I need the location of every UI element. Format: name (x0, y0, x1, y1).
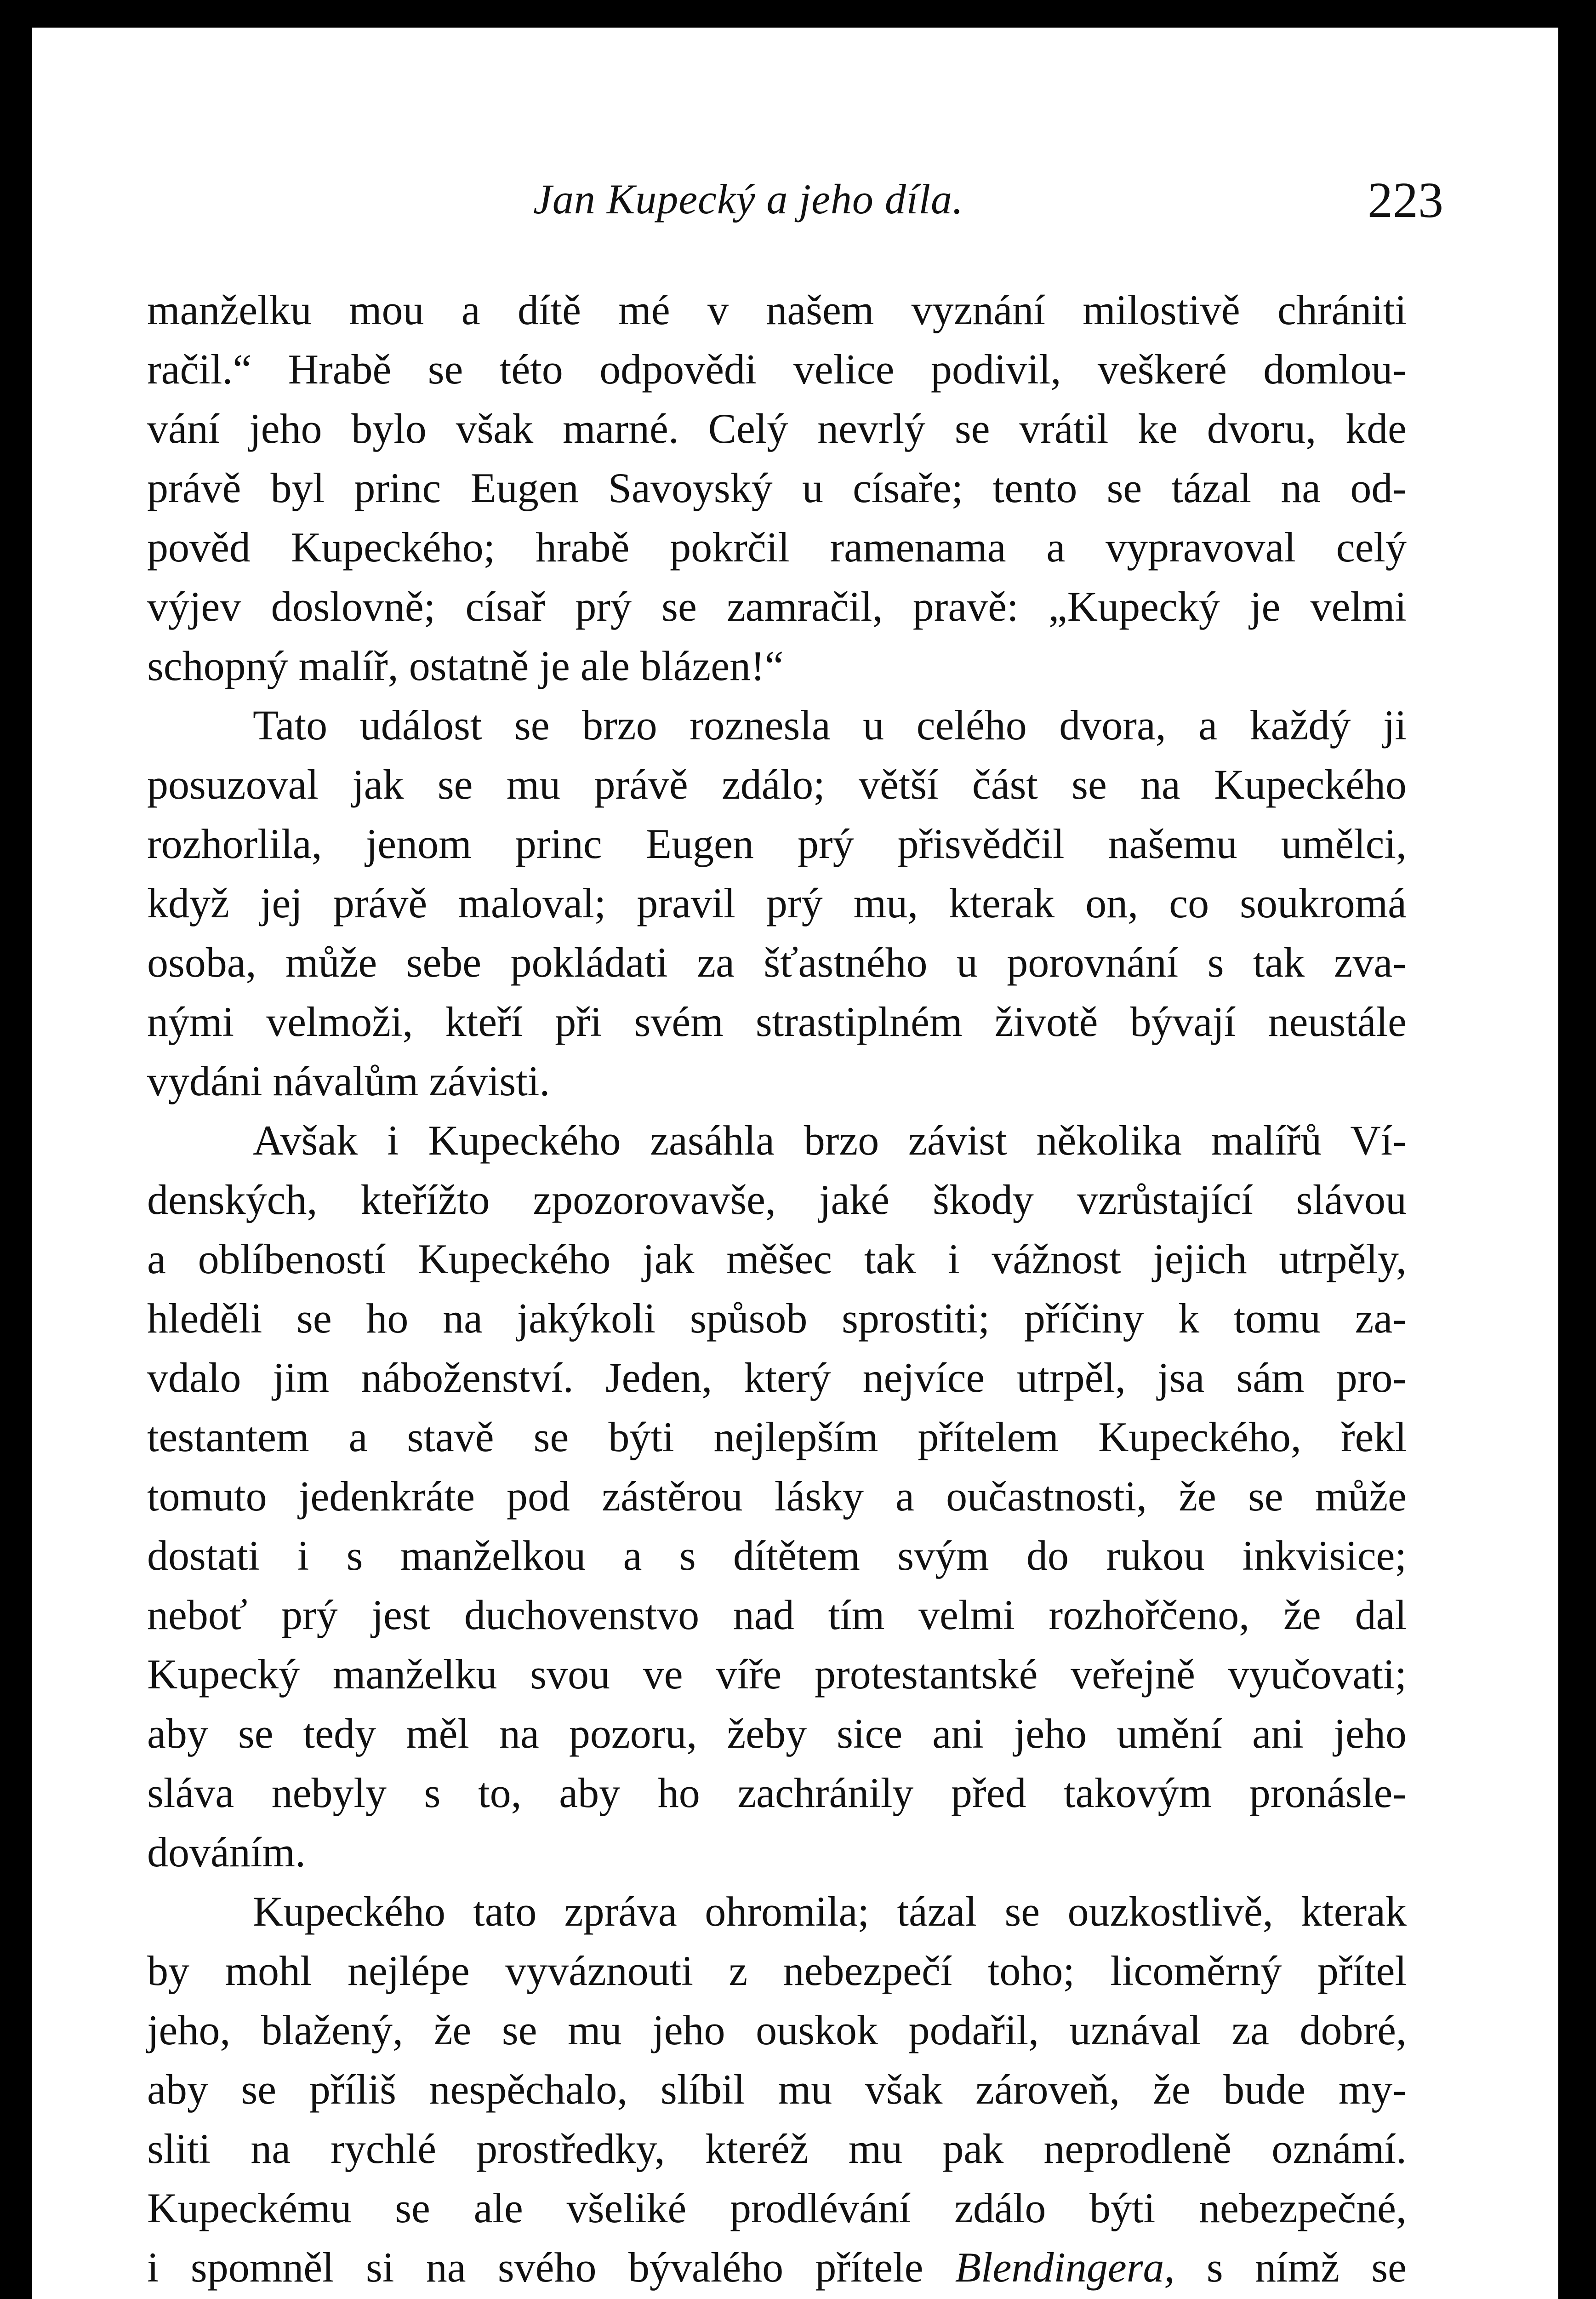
text-line: Tato událost se brzo roznesla u celého dvora, a každý ji (253, 702, 1407, 749)
text-line: pověd Kupeckého; hrabě pokrčil ramenama a vypravoval celý (147, 524, 1407, 571)
text-line: račil.“ Hrabě se této odpovědi velice podivil, veškeré domlou- (147, 346, 1407, 393)
text-line: hleděli se ho na jakýkoli spůsob sprostiti; příčiny k tomu za- (147, 1295, 1407, 1342)
text-line: výjev doslovně; císař prý se zamračil, pravě: „Kupecký je velmi (147, 583, 1407, 630)
text-line: aby se příliš nespěchalo, slíbil mu však zároveň, že bude my- (147, 2066, 1407, 2113)
text-line: schopný malíř, ostatně je ale blázen!“ (147, 642, 784, 689)
text-line: aby se tedy měl na pozoru, žeby sice ani jeho umění ani jeho (147, 1710, 1407, 1757)
text-line: vydáni návalům závisti. (147, 1058, 550, 1104)
body-text (147, 280, 1407, 2299)
page-number: 223 (1368, 172, 1443, 228)
paragraph (147, 1111, 1407, 1882)
text-line: Kupeckému se ale všeliké prodlévání zdálo býti nebezpečné, (147, 2185, 1407, 2231)
text-line (147, 2297, 1407, 2299)
text-line: osoba, může sebe pokládati za šťastného u porovnání s tak zva- (147, 939, 1407, 986)
text-line: neboť prý jest duchovenstvo nad tím velmi rozhořčeno, že dal (147, 1591, 1407, 1638)
text-line: nými velmoži, kteří při svém strastiplném životě bývají neustále (147, 998, 1407, 1045)
paragraph (147, 696, 1407, 1111)
text-line: Kupecký manželku svou ve víře protestantské veřejně vyučovati; (147, 1651, 1407, 1698)
paragraphs (147, 280, 1407, 2238)
italic-name: Blendingera, (955, 2244, 1175, 2291)
text-line (147, 2238, 1407, 2297)
text-line: denských, kteřížto zpozorovavše, jaké škody vzrůstající slávou (147, 1176, 1407, 1223)
text-line: testantem a stavě se býti nejlepším přítelem Kupeckého, řekl (147, 1413, 1407, 1460)
running-title: Jan Kupecký a jeho díla. (533, 176, 964, 223)
text-line: dostati i s manželkou a s dítětem svým do rukou inkvisice; (147, 1532, 1407, 1579)
text-line: sliti na rychlé prostředky, kteréž mu pak neprodleně oznámí. (147, 2125, 1407, 2172)
text-line: Avšak i Kupeckého zasáhla brzo závist několika malířů Ví- (253, 1117, 1407, 1164)
text-line: posuzoval jak se mu právě zdálo; větší část se na Kupeckého (147, 761, 1407, 808)
text-line: a oblíbeností Kupeckého jak měšec tak i vážnost jejich utrpěly, (147, 1235, 1407, 1282)
page-sheet (32, 28, 1558, 2299)
text-segment: s nímž se (1174, 2244, 1407, 2291)
text-line: dováním. (147, 1829, 306, 1876)
text-segment: i spomněl si na svého bývalého přítele (147, 2244, 955, 2291)
text-line: vdalo jim náboženství. Jeden, který nejvíce utrpěl, jsa sám pro- (147, 1354, 1407, 1401)
page-header (533, 166, 1443, 257)
text-line: rozhorlila, jenom princ Eugen prý přisvědčil našemu umělci, (147, 820, 1407, 867)
text-line: tomuto jedenkráte pod zástěrou lásky a oučastnosti, že se může (147, 1473, 1407, 1520)
text-line: sláva nebyly s to, aby ho zachránily před takovým pronásle- (147, 1769, 1407, 1816)
text-line: manželku mou a dítě mé v našem vyznání milostivě chrániti (147, 286, 1407, 333)
text-line: Kupeckého tato zpráva ohromila; tázal se ouzkostlivě, kterak (253, 1888, 1407, 1935)
text-line: vání jeho bylo však marné. Celý nevrlý se vrátil ke dvoru, kde (147, 405, 1407, 452)
text-line: právě byl princ Eugen Savoyský u císaře; tento se tázal na od- (147, 464, 1407, 511)
text-line: jeho, blažený, že se mu jeho ouskok podařil, uznával za dobré, (147, 2007, 1407, 2053)
paragraph (147, 1882, 1407, 2238)
text-line: by mohl nejlépe vyváznouti z nebezpečí toho; licoměrný přítel (147, 1947, 1407, 1994)
text-line: když jej právě maloval; pravil prý mu, kterak on, co soukromá (147, 880, 1407, 926)
paragraph (147, 280, 1407, 696)
